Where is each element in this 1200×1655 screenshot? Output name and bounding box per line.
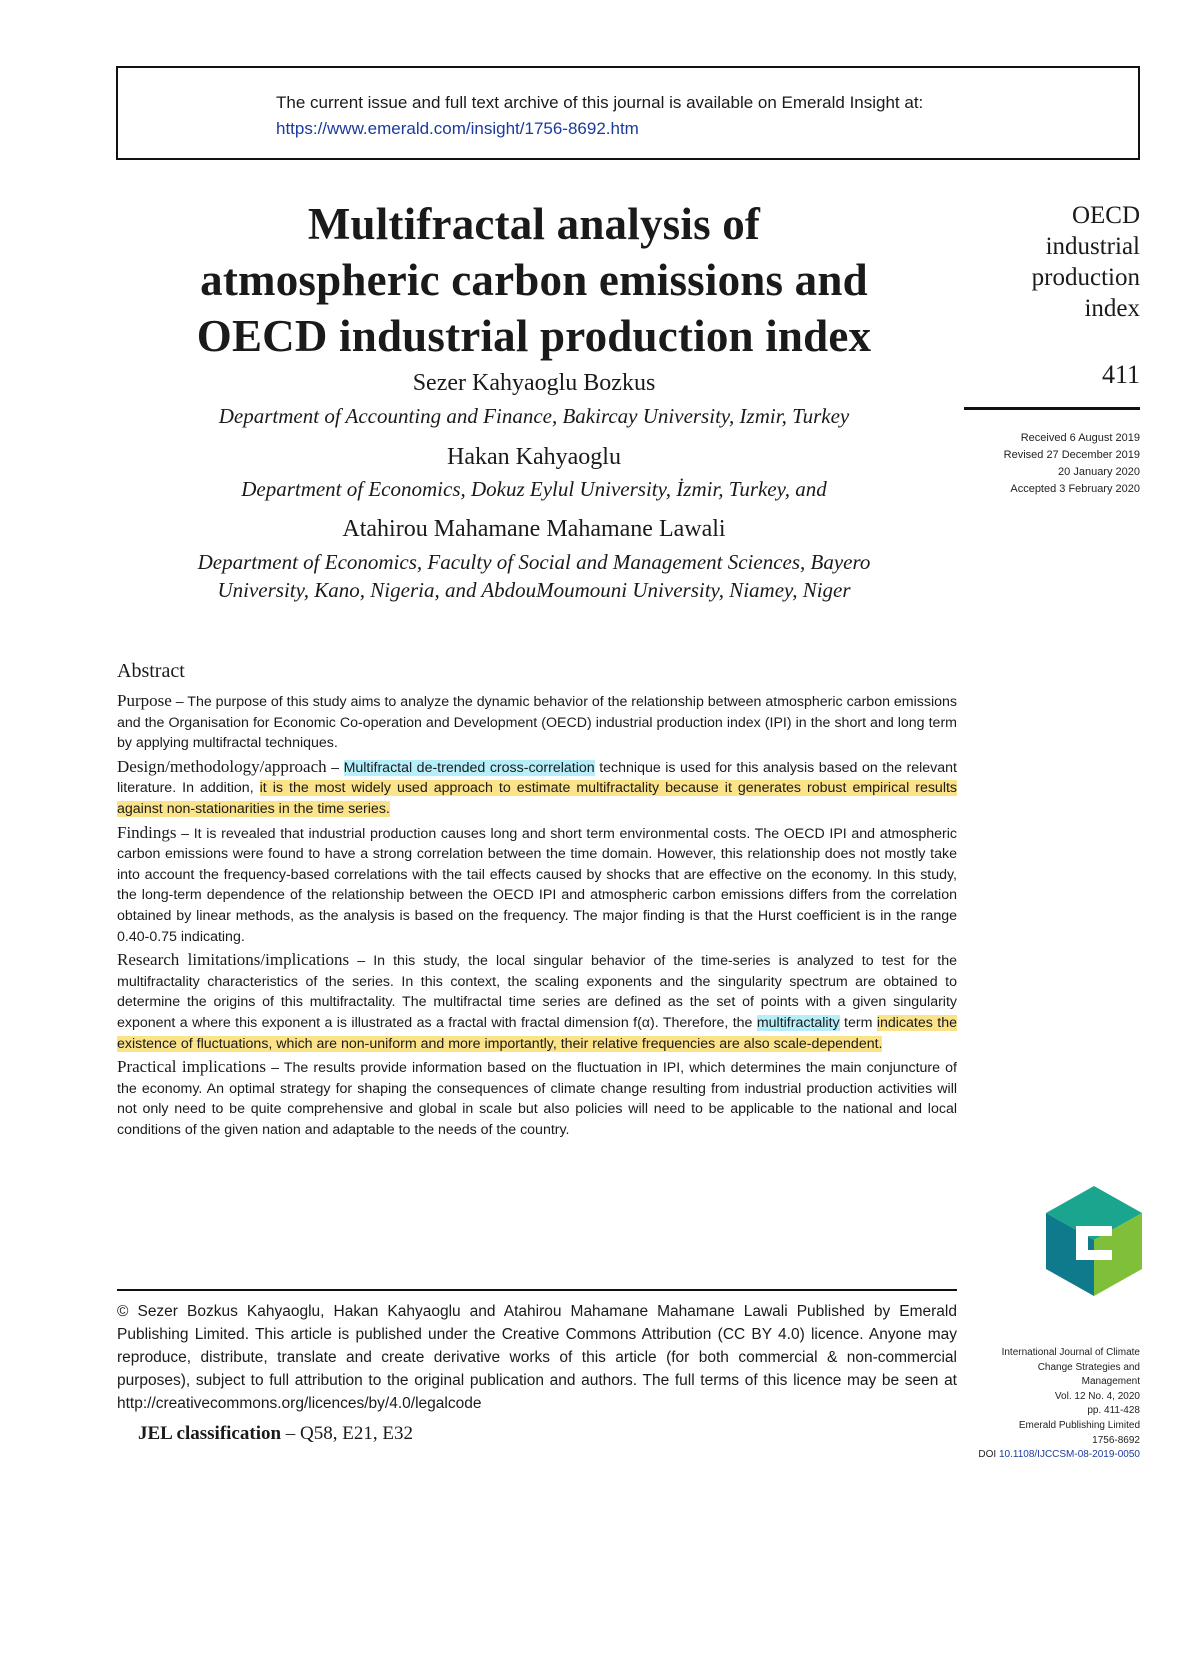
running-head-line: production	[1031, 264, 1140, 291]
jel-label: JEL classification	[138, 1423, 282, 1444]
abstract-practical	[117, 1057, 957, 1140]
access-notice: The current issue and full text archive of this journal is available on Emerald Insight at:	[276, 93, 924, 112]
history-date: Revised 27 December 2019	[1003, 449, 1140, 461]
section-text: technique is used for this analysis based on the relevant literature. In addition,	[117, 759, 957, 797]
affiliation-line: University, Kano, Nigeria, and AbdouMoumouni University, Niamey, Niger	[217, 578, 851, 602]
section-text: – In this study, the local singular behavior of the time-series is analyzed to test for the multifractality characteristics of the series. In this context, the scaling exponents and the singularity spectrum are obtained to determine the origins of this multifractality. The multifractal time series are defined as the set of points with a given singularity exponent a where this exponent a is illustrated as a fractal with fractal dimension f(α). Therefore, the	[117, 953, 957, 1031]
affiliation-line: Department of Economics, Faculty of Social and Management Sciences, Bayero	[197, 550, 871, 574]
highlight-yellow[interactable]: indicates the existence of fluctuations, which are non-uniform and more importantly, their relative frequencies are also scale-dependent.	[117, 1014, 957, 1052]
history-date: 20 January 2020	[1058, 466, 1140, 478]
journal-info-line: International Journal of Climate	[1001, 1347, 1140, 1358]
author-name: Hakan Kahyaoglu	[447, 444, 621, 470]
section-label: Practical implications	[117, 1057, 266, 1077]
abstract-purpose	[117, 691, 957, 754]
license-text: © Sezer Bozkus Kahyaoglu, Hakan Kahyaoglu and Atahirou Mahamane Mahamane Lawali Published by Emerald Publishing Limited. This article is published under the Creative Commons Attribution (CC BY 4.0) licence. Anyone may reproduce, distribute, translate and create derivative works of this article (for both commercial & non-commercial purposes), subject to full attribution to the original publication and authors. The full terms of this licence may be seen at http://creativecommons.org/licences/by/4.0/legalcode	[117, 1303, 957, 1412]
abstract-design	[117, 757, 957, 820]
section-text: term	[839, 1014, 877, 1031]
journal-info	[940, 1346, 1140, 1463]
journal-info-line: pp. 411-428	[1087, 1405, 1140, 1417]
section-text: – The purpose of this study aims to analyze the dynamic behavior of the relationship between atmospheric carbon emissions and the Organisation for Economic Co-operation and Development (OECD) industrial production index (IPI) in the short and long term by applying multifractal techniques.	[117, 694, 957, 752]
jel-codes: – Q58, E21, E32	[281, 1423, 413, 1444]
section-text: – The results provide information based on the fluctuation in IPI, which determines the main conjuncture of the economy. An optimal strategy for shaping the consequences of climate change resulting from industrial production activities will not only need to be quite comprehensive and global in scale but also policies will need to be applicable to the national and local conditions of the given nation and adaptable to the needs of the country.	[117, 1060, 957, 1138]
running-head	[940, 200, 1140, 324]
running-head-line: OECD	[1071, 202, 1140, 229]
journal-info-line: Vol. 12 No. 4, 2020	[1054, 1390, 1140, 1402]
journal-info-line: Emerald Publishing Limited	[1018, 1419, 1140, 1431]
doi-label: DOI	[978, 1449, 999, 1461]
journal-info-line: Management	[1081, 1376, 1140, 1388]
section-text: – It is revealed that industrial production causes long and short term environmental costs. The OECD IPI and atmospheric carbon emissions were found to have a strong correlation between the time domain. However, this relationship does not mostly take into account the frequency-based correlations with the tail effects caused by shocks that are effective on the economy. In this study, the long-term dependence of the relationship between the OECD IPI and atmospheric carbon emissions differs from the correlation obtained by linear methods, as the analysis is based on the frequency. The major finding is that the Hurst coefficient is in the range 0.40-0.75 indicating.	[117, 825, 957, 945]
highlight-yellow[interactable]: it is the most widely used approach to estimate multifractality because it generates robust empirical results against non-stationarities in the time series.	[117, 780, 958, 817]
author-affiliation: Department of Economics, Dokuz Eylul University, İzmir, Turkey, and	[241, 477, 827, 501]
footer-divider	[117, 1289, 957, 1291]
title-line: atmospheric carbon emissions and	[200, 255, 868, 305]
article-history	[920, 430, 1140, 498]
highlight-blue[interactable]: Multifractal de-trended cross-correlation	[343, 759, 595, 776]
author-affiliation	[110, 548, 958, 604]
emerald-logo-icon	[1046, 1186, 1142, 1296]
doi-line	[940, 1448, 1140, 1463]
author-affiliation: Department of Accounting and Finance, Bakircay University, Izmir, Turkey	[218, 404, 850, 428]
section-label: Findings	[117, 822, 177, 842]
margin-divider	[964, 407, 1140, 410]
running-head-line: industrial	[1045, 233, 1140, 260]
history-date: Accepted 3 February 2020	[1010, 483, 1140, 495]
abstract-heading: Abstract	[117, 660, 185, 682]
abstract-body	[117, 691, 957, 1143]
highlight-blue[interactable]: multifractality	[756, 1014, 840, 1031]
running-head-line: index	[1084, 295, 1140, 322]
title-line: Multifractal analysis of	[307, 199, 761, 249]
author-name: Sezer Kahyaoglu Bozkus	[412, 370, 656, 396]
jel-classification	[138, 1423, 413, 1445]
section-label: Purpose	[117, 691, 172, 710]
section-text: –	[326, 759, 344, 776]
journal-info-line: Change Strategies and	[1037, 1361, 1140, 1373]
doi-link[interactable]: 10.1108/IJCCSM-08-2019-0050	[998, 1449, 1140, 1461]
journal-access-box	[116, 66, 1140, 160]
author-name: Atahirou Mahamane Mahamane Lawali	[342, 516, 726, 542]
article-title	[110, 196, 958, 364]
abstract-research	[117, 950, 957, 1054]
section-label: Research limitations/implications	[117, 950, 350, 970]
journal-url-link[interactable]: https://www.emerald.com/insight/1756-8692.htm	[276, 119, 639, 138]
history-date: Received 6 August 2019	[1020, 432, 1140, 444]
page-number: 411	[1101, 360, 1140, 389]
journal-info-line: 1756-8692	[1092, 1434, 1140, 1446]
title-line: OECD industrial production index	[196, 311, 872, 361]
abstract-findings	[117, 823, 957, 948]
section-label: Design/methodology/approach	[117, 756, 327, 776]
